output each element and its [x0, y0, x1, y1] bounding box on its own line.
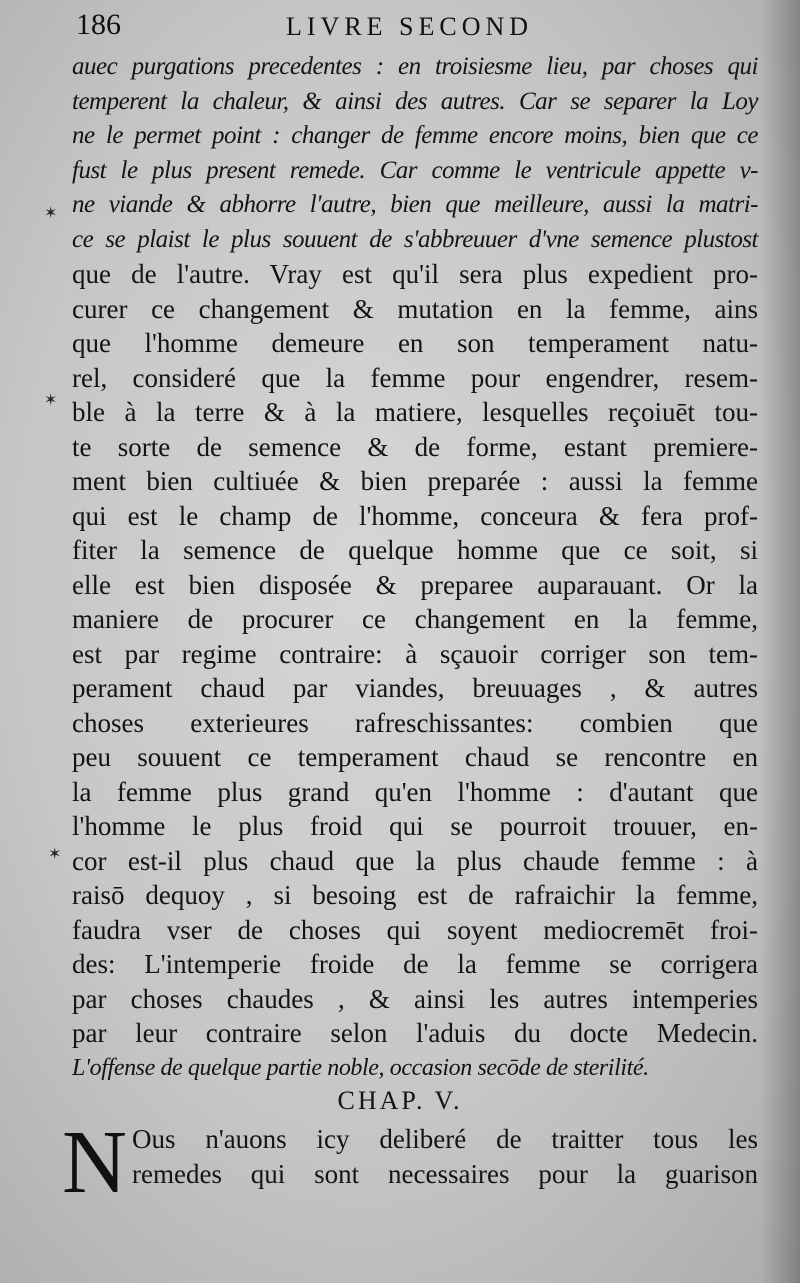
text-line: curer ce changement & mutation en la femme, ains — [72, 293, 758, 324]
text-line: auec purgations precedentes : en troisiesme lieu, par choses qui — [72, 53, 758, 80]
text-line: cor est-il plus chaud que la plus chaude femme : à — [72, 845, 758, 876]
page-header — [76, 8, 756, 48]
text-line: te sorte de semence & de forme, estant premiere- — [72, 431, 758, 462]
margin-mark: ✶ — [48, 844, 62, 863]
text-line: faudra vser de choses qui soyent mediocremēt froi- — [72, 914, 758, 945]
text-line: que de l'autre. Vray est qu'il sera plus expedient pro- — [72, 259, 758, 289]
text-line: par choses chaudes , & ainsi les autres intemperies — [72, 983, 758, 1014]
text-line: temperent la chaleur, & ainsi des autres. Car se separer la Loy — [72, 87, 758, 115]
page-number: 186 — [76, 8, 121, 41]
running-head: LIVRE SECOND — [286, 12, 534, 41]
text-line: est par regime contraire: à sçauoir corriger son tem- — [72, 638, 758, 669]
text-line: l'homme le plus froid qui se pourroit trouuer, en- — [72, 811, 758, 841]
text-line: fust le plus present remede. Car comme le ventricule appette v- — [72, 156, 758, 184]
chapter-heading: CHAP. V. — [337, 1086, 463, 1115]
text-line: que l'homme demeure en son temperament natu- — [72, 328, 758, 358]
text-line: ble à la terre & à la matiere, lesquelles reçoiuēt tou- — [72, 397, 758, 427]
text-line: qui est le champ de l'homme, conceura & fera prof- — [72, 500, 758, 531]
text-line: fiter la semence de quelque homme que ce soit, si — [72, 535, 758, 565]
text-line: choses exterieures rafreschissantes: combien que — [72, 707, 758, 738]
text-line: ne viande & abhorre l'autre, bien que meilleure, aussi la matri- — [72, 191, 758, 218]
text-line: des: L'intemperie froide de la femme se corrigera — [72, 949, 758, 979]
text-line: la femme plus grand qu'en l'homme : d'autant que — [72, 776, 758, 807]
text-line: ce se plaist le plus souuent de s'abbreuuer d'vne semence plustost — [72, 225, 758, 253]
body-text — [72, 50, 758, 1051]
margin-mark: ✶ — [44, 390, 58, 409]
drop-cap: N — [62, 1113, 127, 1212]
text-line: rel, consideré que la femme pour engendrer, resem- — [72, 362, 758, 393]
text-line: ment bien cultiuée & bien preparée : aussi la femme — [72, 466, 758, 496]
chapter-text-line: remedes qui sont necessaires pour la guarison — [132, 1158, 758, 1189]
text-line: peu souuent ce temperament chaud se rencontre en — [72, 742, 758, 772]
text-line: raisō dequoy , si besoing est de rafraichir la femme, — [72, 880, 758, 910]
chapter-subtitle: L'offense de quelque partie noble, occasion secōde de sterilité. — [72, 1055, 649, 1081]
text-line: ne le permet point : changer de femme encore moins, bien que ce — [72, 122, 758, 149]
text-line: par leur contraire selon l'aduis du docte Medecin. — [72, 1018, 758, 1048]
text-line: maniere de procurer ce changement en la femme, — [72, 604, 758, 634]
chapter-text-line: Ous n'auons icy deliberé de traitter tous les — [132, 1124, 758, 1154]
text-line: elle est bien disposée & preparee auparauant. Or la — [72, 569, 758, 600]
chapter-text — [132, 1122, 758, 1191]
text-line: perament chaud par viandes, breuuages , & autres — [72, 673, 758, 703]
margin-mark: ✶ — [44, 203, 58, 222]
